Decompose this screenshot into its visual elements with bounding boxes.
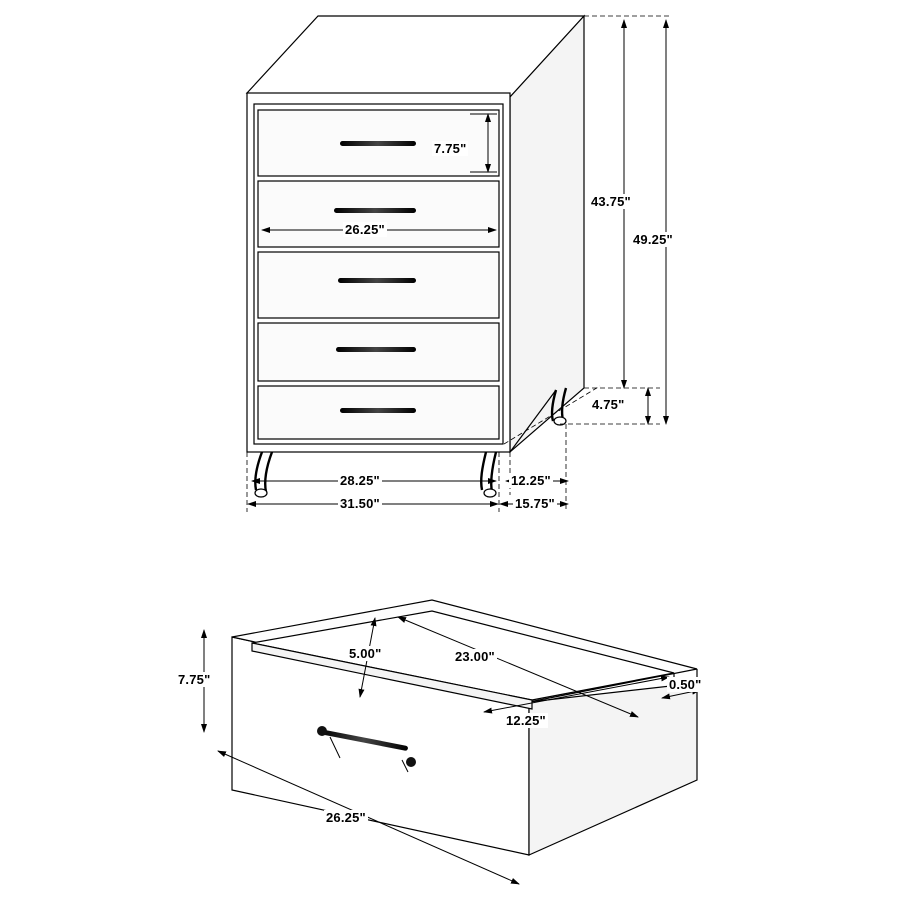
chest-assembly-view bbox=[247, 16, 672, 512]
dim-label-overall-height: 49.25" bbox=[633, 232, 673, 247]
dim-label-drawer-front-height: 7.75" bbox=[434, 141, 467, 156]
dim-label-cabinet-depth: 12.25" bbox=[511, 473, 551, 488]
leg-front-right-outer bbox=[491, 452, 496, 492]
dim-label-overall-width: 31.50" bbox=[340, 496, 380, 511]
dim-label-drawer-side-height: 7.75" bbox=[178, 672, 211, 687]
drawer-front[interactable] bbox=[258, 181, 499, 247]
drawer-handle[interactable] bbox=[334, 208, 416, 213]
drawer-right-side bbox=[529, 683, 697, 855]
drawer-handle[interactable] bbox=[338, 278, 416, 283]
dim-label-drawer-inner-width: 23.00" bbox=[455, 649, 495, 664]
drawer-handle[interactable] bbox=[340, 141, 416, 146]
leg-front-left-outer bbox=[265, 452, 272, 492]
handle-end-cap bbox=[317, 726, 327, 736]
dim-label-drawer-front-width: 26.25" bbox=[345, 222, 385, 237]
leg-front-left bbox=[255, 452, 262, 490]
handle-end-cap bbox=[406, 757, 416, 767]
drawer-detail-view bbox=[204, 600, 700, 884]
drawer-front[interactable] bbox=[258, 252, 499, 318]
dim-label-overall-depth: 15.75" bbox=[515, 496, 555, 511]
dim-label-drawer-inner-length: 12.25" bbox=[506, 713, 546, 728]
dim-label-panel-thickness: 0.50" bbox=[669, 677, 702, 692]
dim-label-cabinet-height: 43.75" bbox=[591, 194, 631, 209]
dim-label-drawer-inner-depth: 5.00" bbox=[349, 646, 382, 661]
leg-front-right bbox=[481, 452, 486, 490]
dim-label-cabinet-width: 28.25" bbox=[340, 473, 380, 488]
dim-label-drawer-front-length: 26.25" bbox=[326, 810, 366, 825]
leg-foot bbox=[255, 489, 267, 497]
drawer-handle[interactable] bbox=[340, 408, 416, 413]
leg-foot bbox=[484, 489, 496, 497]
drawer-handle[interactable] bbox=[336, 347, 416, 352]
dim-label-leg-height: 4.75" bbox=[592, 397, 625, 412]
